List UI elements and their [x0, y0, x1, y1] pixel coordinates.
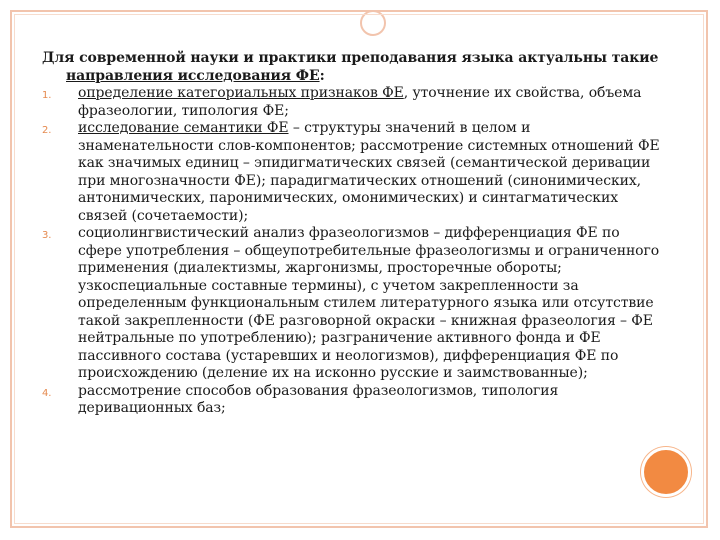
decorative-orange-circle	[641, 447, 691, 497]
list-item-number: 4.	[42, 387, 52, 399]
intro-tail: :	[319, 67, 325, 84]
list-item-text: – структуры значений в целом и знаменательности слов-компонентов; рассмотрение системных отношений ФЕ как значимых единиц – эпидигматических связей (семантической деривации при многозначности ФЕ); парадигматических отношений (синонимических, антонимических, паронимических, омонимических) и синтагматических связей (сочетаемости);	[78, 120, 660, 224]
list-item	[42, 85, 664, 120]
list-item-text: рассмотрение способов образования фразеологизмов, типология деривационных баз;	[78, 382, 559, 416]
list-item-underlined: определение категориальных признаков ФЕ	[78, 85, 404, 101]
list-item-number: 2.	[42, 125, 52, 136]
list-item-text: , уточнение их свойства, объема фразеологии, типология ФЕ;	[78, 85, 642, 119]
list-item	[42, 120, 664, 225]
list-item-text: социолингвистический анализ фразеологизмов – дифференциация ФЕ по сфере употребления – общеупотребительные фразеологизмы и ограниченного применения (диалектизмы, жаргонизмы, просторечные обороты; узкоспециальные составные термины), с учетом закрепленности за определенным функциональным стилем литературного языка или отсутствие такой закрепленности (ФЕ разговорной окраски – книжная фразеология – ФЕ нейтральные по употреблению); разграничение активного фонда и ФЕ пассивного состава (устаревших и неологизмов), дифференциация ФЕ по происхождению (деление их на исконно русские и заимствованные);	[78, 225, 660, 381]
list-item-underlined: исследование семантики ФЕ	[78, 120, 289, 136]
intro-lead: Для современной науки и практики преподавания языка актуальны такие	[42, 50, 659, 66]
list-item	[42, 383, 664, 418]
list-item-number: 1.	[42, 90, 52, 101]
slide-content	[42, 50, 664, 418]
research-directions-list	[42, 85, 664, 418]
intro-paragraph	[42, 50, 664, 85]
intro-underlined: направления исследования ФЕ	[66, 67, 320, 84]
list-item-number: 3.	[42, 230, 52, 241]
list-item	[42, 225, 664, 383]
